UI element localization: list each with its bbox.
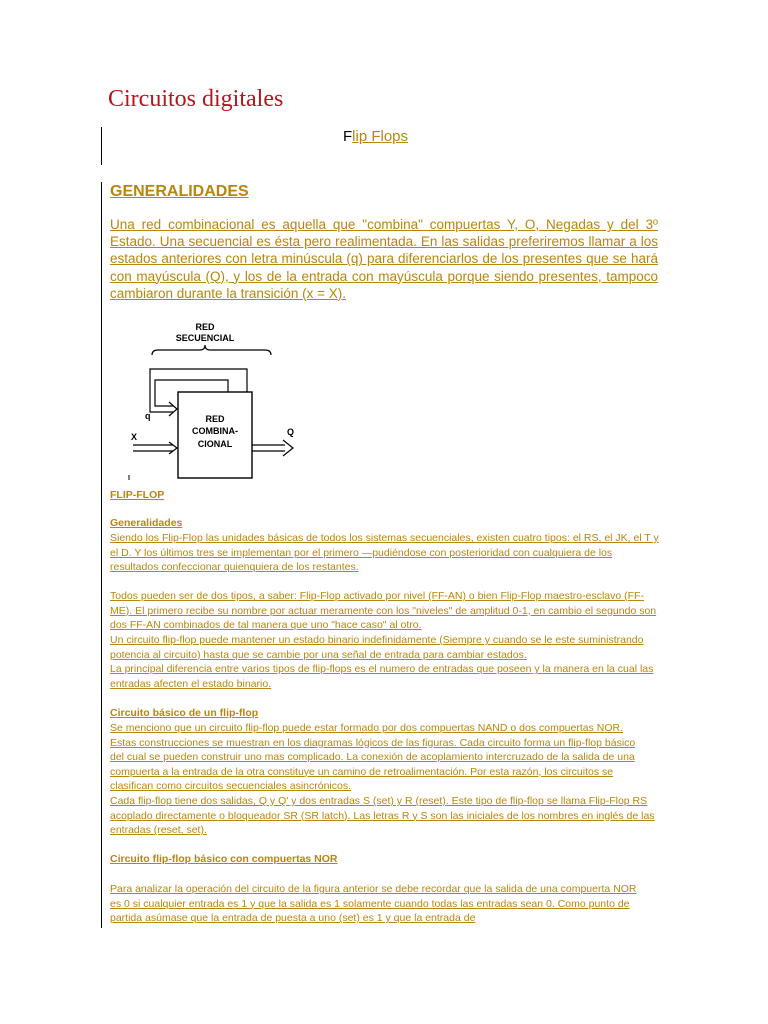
box-label-line1: RED (205, 414, 225, 424)
nor-circuit-heading[interactable]: Circuito flip-flop básico con compuertas NOR (110, 853, 338, 865)
box-label-line3: CIONAL (197, 439, 233, 449)
feedback-loop-input (150, 402, 173, 412)
q-output-arrow (252, 440, 293, 456)
basic-circuit-paragraph-2[interactable]: Cada flip-flop tiene dos salidas, Q y Q' y dos entradas S (set) y R (reset). Este tipo de flip-flop se llama Flip-Flop RS acoplado directamente o bloqueador SR (SR latch). Las letras R y S son las iniciales de los nombres en inglés de las entradas (reset, set). (110, 795, 655, 837)
x-input-arrow (133, 442, 177, 454)
nor-circuit-paragraph-1[interactable]: Para analizar la operación del circuito de la figura anterior se debe recordar que la salida de una compuerta NOR es 0 si cualquier entrada es 1 y que la salida es 1 solamente cuando todas las entradas sean 0. Como punto de partida asúmase que la entrada de puesta a uno (set) es 1 y que la entrada de (110, 883, 637, 925)
diagram-brace (152, 345, 271, 355)
q-input-label: q (145, 411, 151, 421)
generalidades-paragraph-1[interactable]: Siendo los Flip-Flop las unidades básicas de todos los sistemas secuenciales, existen cuatro tipos: el RS, el JK, el T y el D. Y los últimos tres se implementan por el primero —pudiéndose con posterioridad con cualquiera de los resultados confeccionar quienquiera de los restantes. (110, 532, 659, 574)
subtitle-flip-flops[interactable] (343, 128, 408, 145)
subtitle-link[interactable]: lip Flops (352, 128, 409, 145)
generalidades-subheading[interactable]: Generalidades (110, 517, 183, 529)
subtitle-initial: F (343, 128, 353, 145)
box-label-line2: COMBINA- (192, 426, 238, 436)
basic-circuit-paragraph-1[interactable]: Se menciono que un circuito flip-flop puede estar formado por dos compuertas NAND o dos compuertas NOR. Estas construcciones se muestran en los diagramas lógicos de las figuras. Cada circuito forma un flip-flop básico del cual se pueden construir uno mas complicado. La conexión de acoplamiento intercruzado de la salida de una compuerta a la entrada de la otra constituye un camino de retroalimentación. Por esta razón, los circuitos se clasifican como circuitos secuenciales asincrónicos. (110, 722, 636, 793)
q-input-arrow (169, 402, 177, 416)
diagram-label-red: RED (195, 322, 215, 332)
basic-circuit-heading[interactable]: Circuito básico de un flip-flop (110, 707, 259, 719)
intro-paragraph[interactable]: Una red combinacional es aquella que "combina" compuertas Y, O, Negadas y del 3º Estado. Una secuencial es ésta pero realimentada. En las salidas preferiremos llamar a los estados anteriores con letra minúscula (q) para diferenciarlos de los presentes que se hará con mayúscula (Q), y los de la entrada con mayúscula porque siendo presentes, tampoco cambiaron durante la transición (x = X). (110, 217, 658, 301)
left-border-line (101, 127, 102, 165)
generalidades-paragraph-4[interactable]: La principal diferencia entre varios tipos de flip-flops es el numero de entradas que poseen y la manera en la cual las entradas afecten el estado binario. (110, 663, 654, 690)
flipflop-heading[interactable]: FLIP-FLOP (110, 489, 165, 501)
diagram-label-secuencial: SECUENCIAL (175, 333, 235, 343)
x-input-label: X (131, 432, 138, 442)
q-output-label: Q (287, 427, 295, 437)
sequential-network-diagram (125, 318, 315, 486)
left-border-line-long (101, 182, 102, 928)
page-title: Circuitos digitales (108, 86, 284, 112)
generalidades-paragraph-2[interactable]: Todos pueden ser de dos tipos, a saber: Flip-Flop activado por nivel (FF-AN) o bien Flip-Flop maestro-esclavo (FF-ME). El primero recibe su nombre por actuar meramente con los "niveles" de amplitud 0-1, en cambio el segundo son dos FF-AN combinados de tal manera que uno "hace caso" al otro. (110, 590, 657, 632)
generalidades-paragraph-3[interactable]: Un circuito flip-flop puede mantener un estado binario indefinidamente (Siempre y cuando se le este suministrando potencia al circuito) hasta que se cambie por una señal de entrada para cambiar estados. (110, 634, 644, 661)
generalidades-heading[interactable]: GENERALIDADES (110, 183, 249, 200)
